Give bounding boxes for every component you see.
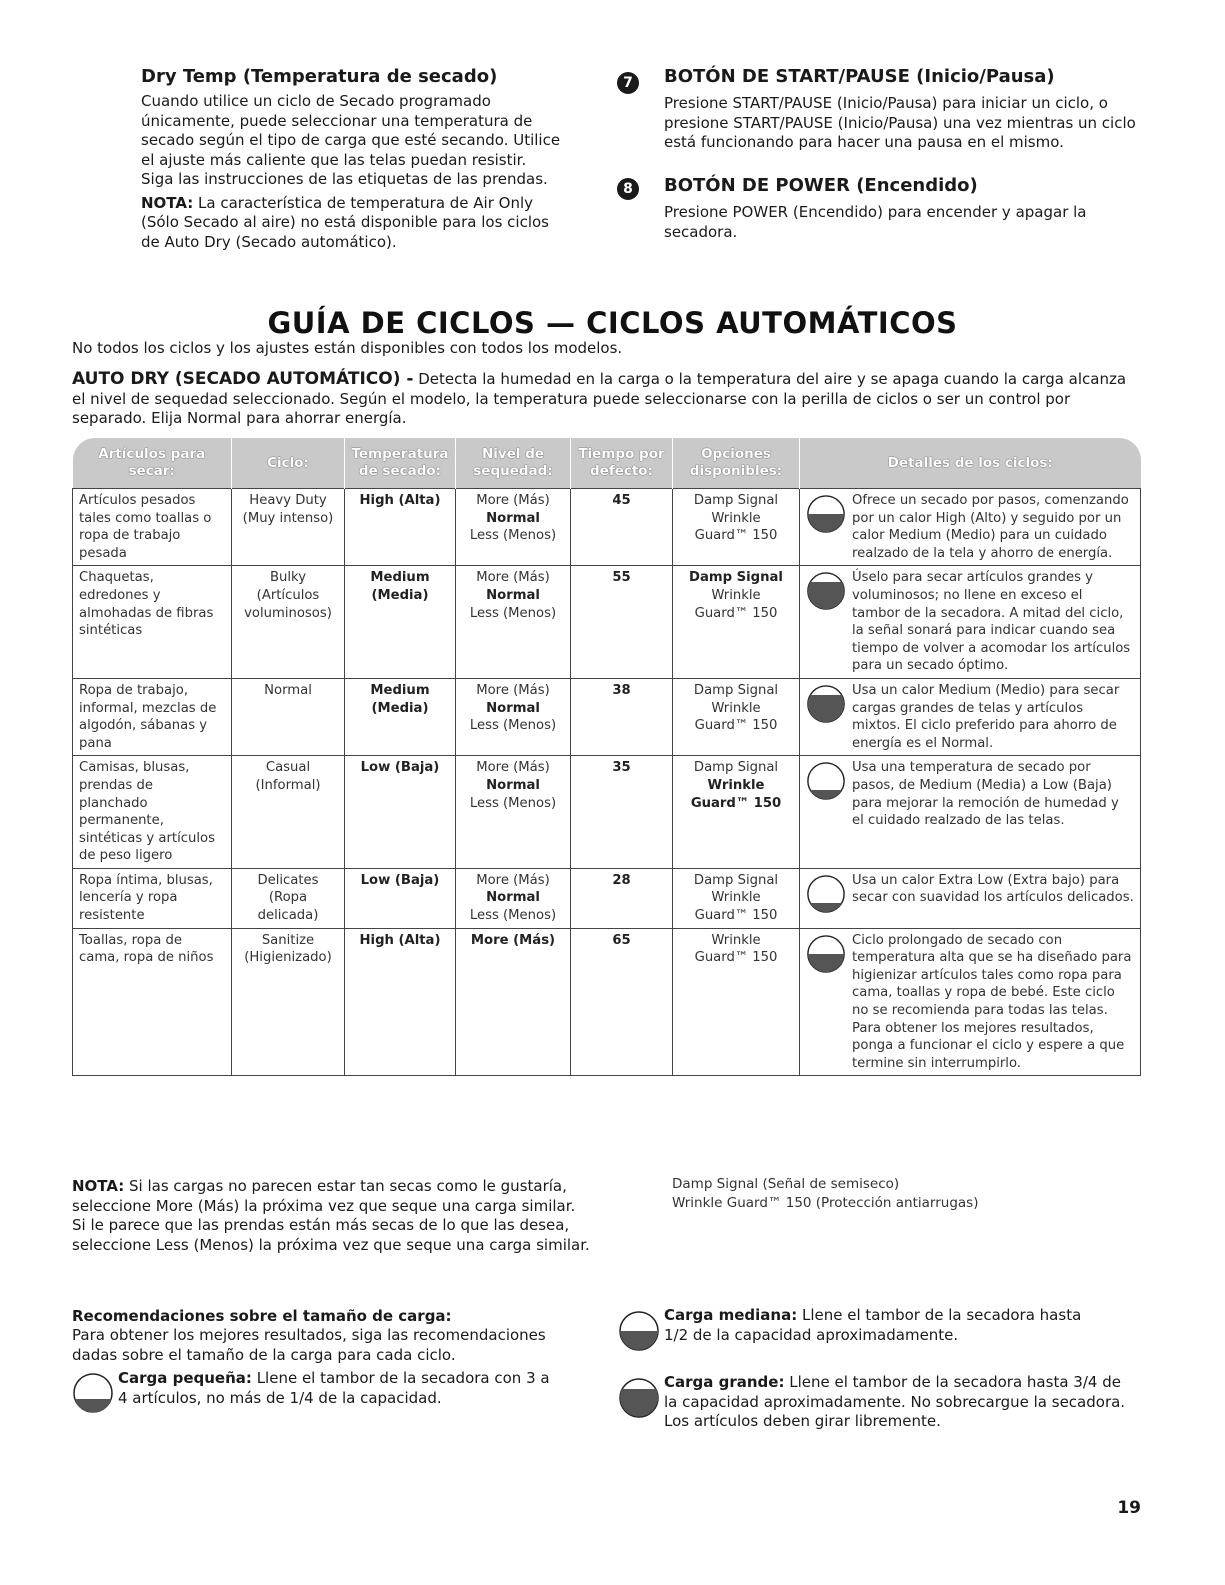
load-size-drum-icon <box>806 874 846 914</box>
table-row <box>73 489 1141 566</box>
dryness-cell <box>456 489 571 566</box>
items-text: Toallas, ropa de cama, ropa de niños <box>79 932 214 966</box>
table-header-row <box>73 438 1141 489</box>
number-7-icon: 7 <box>617 72 639 94</box>
items-text: Chaquetas, edredones y almohadas de fibras sintéticas <box>79 570 214 639</box>
details-text: Ofrece un secado por pasos, comenzando por un calor High (Alto) y seguido por un calor Medium (Medio) para un cuidado realzado de la tela y ahorro de energía. <box>852 493 1129 561</box>
cycle-cell <box>232 566 345 679</box>
large-load-drum-icon <box>618 1377 660 1419</box>
medium-load <box>664 1306 1104 1345</box>
cycle-guide-table <box>72 438 1141 1076</box>
guide-title: GUÍA DE CICLOS — CICLOS AUTOMÁTICOS <box>267 306 958 340</box>
temp-text: High (Alta) <box>359 493 441 508</box>
details-wrap <box>806 759 1134 829</box>
option-1: Damp Signal <box>693 872 779 888</box>
header-details: Detalles de los ciclos: <box>800 438 1141 489</box>
load-size-drum-icon <box>806 934 846 974</box>
details-text: Usa una temperatura de secado por pasos, de Medium (Media) a Low (Baja) para mejorar la remoción de humedad y el cuidado realzado de las telas. <box>852 760 1119 829</box>
dry-temp-title: Dry Temp (Temperatura de secado) <box>141 66 498 87</box>
details-wrap <box>806 872 1134 914</box>
header-cycle: Ciclo: <box>232 438 345 489</box>
footnote-damp-signal: Damp Signal (Señal de semiseco) <box>672 1176 900 1192</box>
dryness-cell <box>456 678 571 755</box>
dryness-note-text: Si las cargas no parecen estar tan secas como le gustaría, seleccione More (Más) la próxima vez que seque una carga similar. Si le parece que las prendas están más secas de lo que las desea, seleccione Less (Menos) la próxima vez que seque una carga similar. <box>72 1177 590 1254</box>
details-cell <box>800 566 1141 679</box>
option-2: Wrinkle <box>707 777 765 793</box>
details-text: Ciclo prolongado de secado con temperatura alta que se ha diseñado para higienizar artículos tales como ropa para cama, toallas y ropa de bebé. Este ciclo no se recomienda para todas las telas. Para obtener los mejores resultados, ponga a funcionar el ciclo y espere a que termine sin interrumpirlo. <box>852 932 1132 1071</box>
option-3: Guard™ 150 <box>694 528 778 544</box>
dryness-note <box>72 1177 592 1255</box>
footnotes <box>672 1175 1092 1213</box>
time-text: 65 <box>612 932 631 948</box>
dryness-less: Less (Menos) <box>469 908 557 924</box>
details-wrap <box>806 492 1134 562</box>
details-text: Úselo para secar artículos grandes y voluminosos; no llene en exceso el tambor de la secadora. A mitad del ciclo, la señal sonará para indicar cuando sea tiempo de volver a acomodar los artículos para un secado óptimo. <box>852 570 1131 674</box>
temp-text: Medium (Media) <box>370 682 430 716</box>
header-options: Opciones disponibles: <box>673 438 800 489</box>
small-load <box>118 1369 558 1408</box>
cycle-cell <box>232 678 345 755</box>
guide-intro: No todos los ciclos y los ajustes están disponibles con todos los modelos. <box>72 339 623 357</box>
items-cell <box>73 489 232 566</box>
dryness-normal: Normal <box>486 777 540 793</box>
large-load <box>664 1373 1134 1432</box>
cycle-text: Casual (Informal) <box>255 760 321 793</box>
items-text: Artículos pesados tales como toallas o ropa de trabajo pesada <box>79 493 212 561</box>
dryness-note-label: NOTA: <box>72 1177 125 1195</box>
header-temp: Temperatura de secado: <box>345 438 456 489</box>
time-text: 35 <box>612 760 631 776</box>
time-text: 45 <box>612 493 631 508</box>
items-cell <box>73 678 232 755</box>
dryness-more: More (Más) <box>476 570 550 586</box>
option-2: Wrinkle <box>711 890 761 906</box>
options-cell <box>673 928 800 1076</box>
cycle-text: Heavy Duty (Muy intenso) <box>242 493 334 526</box>
time-cell <box>571 868 673 928</box>
start-pause-title: BOTÓN DE START/PAUSE (Inicio/Pausa) <box>664 66 1055 87</box>
dryness-cell <box>456 868 571 928</box>
cycle-text: Normal <box>264 682 312 698</box>
dryness-cell <box>456 756 571 869</box>
large-load-text: Llene el tambor de la secadora hasta 3/4 de la capacidad aproximadamente. No sobrecargue la secadora. Los artículos deben girar libremente. <box>664 1373 1126 1430</box>
cycle-text: Sanitize (Higienizado) <box>244 932 332 966</box>
options-cell <box>673 678 800 755</box>
option-2: Wrinkle <box>711 700 761 716</box>
time-cell <box>571 489 673 566</box>
table-row <box>73 868 1141 928</box>
items-cell <box>73 566 232 679</box>
medium-load-label: Carga mediana: <box>664 1306 798 1324</box>
options-cell <box>673 868 800 928</box>
dryness-cell <box>456 928 571 1076</box>
load-size-drum-icon <box>806 761 846 801</box>
cycle-text: Bulky (Artículos voluminosos) <box>244 570 332 621</box>
medium-load-text: Llene el tambor de la secadora hasta 1/2 de la capacidad aproximadamente. <box>664 1306 1082 1344</box>
options-cell <box>673 566 800 679</box>
temp-text: Low (Baja) <box>360 760 440 776</box>
start-pause-text: Presione START/PAUSE (Inicio/Pausa) para iniciar un ciclo, o presione START/PAUSE (Inicio/Pausa) una vez mientras un ciclo está funcionando para hacer una pausa en el mismo. <box>664 94 1136 151</box>
items-cell <box>73 868 232 928</box>
load-size-drum-icon <box>806 684 846 724</box>
load-size-drum-icon <box>806 494 846 534</box>
header-dryness: Nivel de sequedad: <box>456 438 571 489</box>
dryness-normal: Normal <box>486 510 540 526</box>
dry-temp-text: Cuando utilice un ciclo de Secado programado únicamente, puede seleccionar una temperatura de secado según el tipo de carga que esté secando. Utilice el ajuste más caliente que las telas puedan resistir. Siga las instrucciones de las etiquetas de las prendas. <box>141 92 561 188</box>
details-wrap <box>806 932 1134 1073</box>
small-load-label: Carga pequeña: <box>118 1369 252 1387</box>
dryness-less: Less (Menos) <box>469 795 557 811</box>
dryness-more: More (Más) <box>476 493 550 508</box>
dryness-more: More (Más) <box>476 872 550 888</box>
time-cell <box>571 756 673 869</box>
option-1: Wrinkle <box>711 932 761 948</box>
dry-temp-note-text: La característica de temperatura de Air Only (Sólo Secado al aire) no está disponible para los ciclos de Auto Dry (Secado automático). <box>141 193 549 251</box>
header-items: Artículos para secar: <box>73 438 232 489</box>
temp-cell <box>345 928 456 1076</box>
dryness-less: Less (Menos) <box>469 528 557 544</box>
dryness-more: More (Más) <box>476 682 550 698</box>
time-cell <box>571 928 673 1076</box>
items-text: Ropa íntima, blusas, lencería y ropa resistente <box>79 872 213 924</box>
option-1: Damp Signal <box>693 682 779 698</box>
cycle-cell <box>232 928 345 1076</box>
dry-temp-section <box>141 66 561 252</box>
details-cell <box>800 678 1141 755</box>
dryness-more: More (Más) <box>476 760 550 776</box>
details-cell <box>800 868 1141 928</box>
footnote-wrinkle-guard: Wrinkle Guard™ 150 (Protección antiarrugas) <box>672 1195 979 1211</box>
dryness-cell <box>456 566 571 679</box>
option-1: Damp Signal <box>689 570 783 586</box>
dryness-normal: Normal <box>486 890 540 906</box>
items-cell <box>73 756 232 869</box>
option-3: Guard™ 150 <box>694 605 778 621</box>
cycle-cell <box>232 489 345 566</box>
load-intro: Para obtener los mejores resultados, siga las recomendaciones dadas sobre el tamaño de la carga para cada ciclo. <box>72 1326 546 1364</box>
load-title: Recomendaciones sobre el tamaño de carga: <box>72 1307 452 1325</box>
temp-cell <box>345 489 456 566</box>
dryness-normal: Normal <box>486 587 540 603</box>
large-load-label: Carga grande: <box>664 1373 785 1391</box>
time-text: 38 <box>612 682 631 698</box>
temp-cell <box>345 868 456 928</box>
temp-text: Medium (Media) <box>370 570 430 603</box>
load-recommendations <box>72 1306 572 1365</box>
time-cell <box>571 566 673 679</box>
temp-cell <box>345 756 456 869</box>
cycle-cell <box>232 756 345 869</box>
items-text: Ropa de trabajo, informal, mezclas de algodón, sábanas y pana <box>79 682 217 751</box>
time-cell <box>571 678 673 755</box>
load-size-drum-icon <box>806 571 846 611</box>
details-text: Usa un calor Extra Low (Extra bajo) para secar con suavidad los artículos delicados. <box>852 872 1134 906</box>
details-wrap <box>806 569 1134 675</box>
page-number: 19 <box>1117 1498 1141 1518</box>
number-8-icon: 8 <box>617 178 639 200</box>
auto-dry-description <box>72 370 1132 429</box>
temp-cell <box>345 566 456 679</box>
start-pause-section <box>664 66 1144 153</box>
auto-dry-text: Detecta la humedad en la carga o la temperatura del aire y se apaga cuando la carga alcanza el nivel de sequedad seleccionado. Según el modelo, la temperatura puede seleccionarse con la perilla de ciclos o ser un control por separado. Elija Normal para ahorrar energía. <box>72 370 1127 427</box>
dryness-normal: Normal <box>486 700 540 716</box>
option-2: Guard™ 150 <box>694 950 778 966</box>
dryness-less: Less (Menos) <box>469 718 557 734</box>
small-load-drum-icon <box>72 1372 114 1414</box>
table-row <box>73 566 1141 679</box>
option-2: Wrinkle <box>711 587 761 603</box>
time-text: 28 <box>612 872 631 888</box>
details-cell <box>800 928 1141 1076</box>
option-1: Damp Signal <box>693 760 779 776</box>
cycle-cell <box>232 868 345 928</box>
details-cell <box>800 756 1141 869</box>
temp-text: Low (Baja) <box>360 872 440 888</box>
small-load-text: Llene el tambor de la secadora con 3 a 4 artículos, no más de 1/4 de la capacidad. <box>118 1369 550 1407</box>
items-text: Camisas, blusas, prendas de planchado permanente, sintéticas y artículos de peso ligero <box>79 760 215 864</box>
cycle-text: Delicates (Ropa delicada) <box>257 872 319 924</box>
table-row <box>73 678 1141 755</box>
options-cell <box>673 756 800 869</box>
option-3: Guard™ 150 <box>694 908 778 924</box>
time-text: 55 <box>612 570 631 586</box>
items-cell <box>73 928 232 1076</box>
option-3: Guard™ 150 <box>694 718 778 734</box>
details-wrap <box>806 682 1134 752</box>
details-cell <box>800 489 1141 566</box>
power-title: BOTÓN DE POWER (Encendido) <box>664 175 978 196</box>
dry-temp-note <box>141 194 561 253</box>
power-text: Presione POWER (Encendido) para encender y apagar la secadora. <box>664 203 1087 241</box>
option-1: Damp Signal <box>693 493 779 508</box>
dryness-less: Less (Menos) <box>469 605 557 621</box>
table-row <box>73 756 1141 869</box>
table-row <box>73 928 1141 1076</box>
option-2: Wrinkle <box>711 510 761 526</box>
auto-dry-label: AUTO DRY (SECADO AUTOMÁTICO) - <box>72 369 414 389</box>
temp-cell <box>345 678 456 755</box>
option-3: Guard™ 150 <box>690 795 782 811</box>
dry-temp-note-label: NOTA: <box>141 193 194 212</box>
temp-text: High (Alta) <box>359 932 441 948</box>
power-section <box>664 175 1134 242</box>
medium-load-drum-icon <box>618 1310 660 1352</box>
options-cell <box>673 489 800 566</box>
dryness-more: More (Más) <box>470 932 556 948</box>
header-time: Tiempo por defecto: <box>571 438 673 489</box>
details-text: Usa un calor Medium (Medio) para secar cargas grandes de telas y artículos mixtos. El ciclo preferido para ahorro de energía es el Normal. <box>852 682 1120 751</box>
